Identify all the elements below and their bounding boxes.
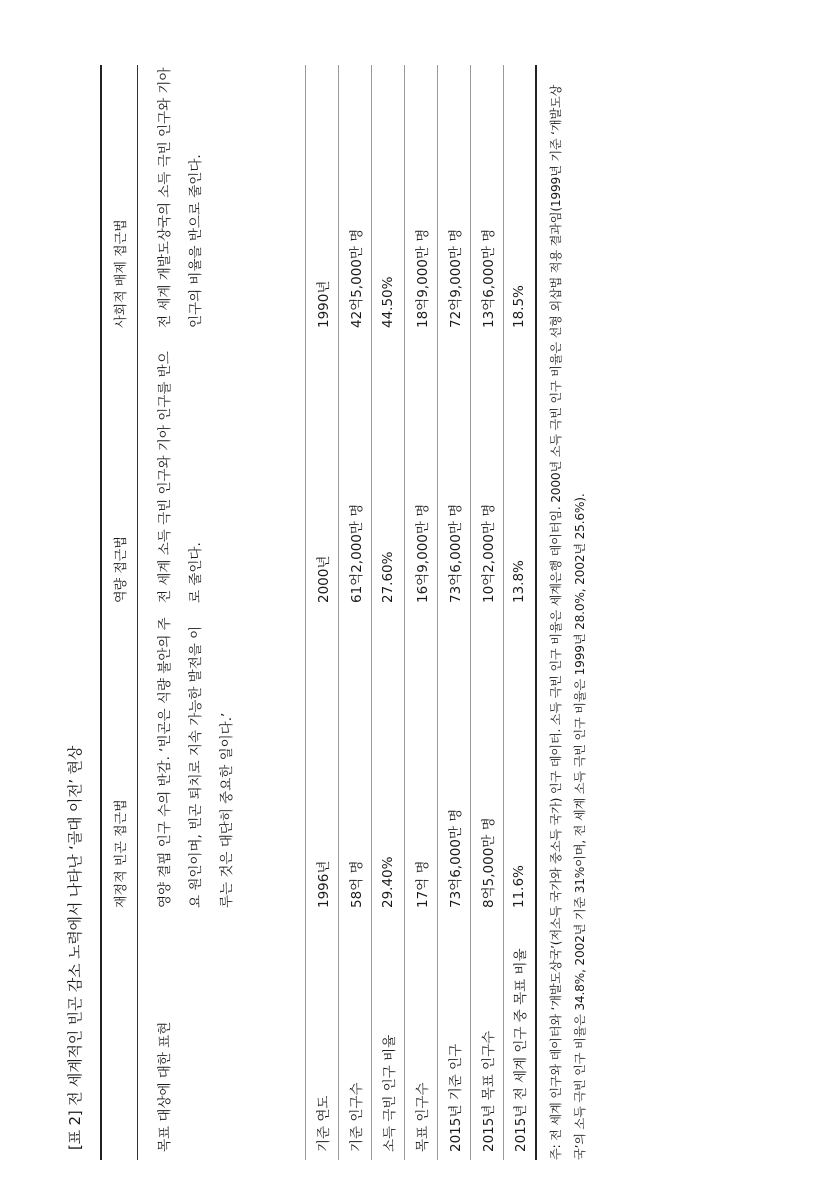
table-row [470, 65, 503, 1160]
table-cell: 전 세계 소득 극빈 인구와 기아 인구를 반으로 줄인다. [156, 351, 204, 603]
table-cell: 전 세계 개발도상국의 소득 극빈 인구와 기아 인구의 비율을 반으로 줄인다. [156, 67, 204, 328]
table-cell: 61억2,000만 명 [348, 503, 365, 603]
table-title: [표 2] 전 세계적인 빈곤 감소 노력에서 나타난 ‘골대 이전’ 현상 [66, 745, 84, 1150]
table-row [503, 65, 536, 1160]
row-label: 목표 인구수 [414, 1082, 431, 1152]
header-row [101, 65, 137, 1160]
table-cell: 29.40% [379, 856, 396, 908]
table-cell: 13억6,000만 명 [480, 228, 497, 328]
table-cell: 73억6,000만 명 [447, 808, 464, 908]
row-label: 2015년 전 세계 인구 중 목표 비율 [513, 948, 530, 1152]
table-row [404, 65, 437, 1160]
header-financial-poverty: 재정적 빈곤 접근법 [101, 615, 137, 920]
table-cell: 1996년 [315, 860, 332, 908]
table-cell: 17억 명 [414, 860, 431, 908]
table-cell: 11.6% [511, 865, 528, 908]
table-cell: 42억5,000만 명 [348, 228, 365, 328]
table-cell: 10억2,000만 명 [480, 503, 497, 603]
table-cell: 영양 결핍 인구 수의 반감. ‘빈곤은 식량 불안의 주요 원인이며, 빈곤 퇴치로 지속 가능한 발전을 이루는 것은 대단히 중요한 일이다.’ [156, 617, 235, 908]
row-label: 2015년 목표 인구수 [480, 1030, 497, 1152]
table-cell: 18억9,000만 명 [414, 228, 431, 328]
row-label: 기준 인구수 [348, 1082, 365, 1152]
header-capability: 역량 접근법 [101, 340, 137, 615]
row-label: 기준 연도 [315, 1095, 332, 1152]
table-cell: 73억6,000만 명 [447, 503, 464, 603]
table-footnote: 주: 전 세계 인구와 데이터와 ‘개발도상국’(저소득 국가와 중소득 국가) 인구 데이터. 소득 극빈 인구 비율은 세계은행 데이터임. 2000년 소득 극빈 인구 비율은 선형 외삽법 적용 결과임(1999년 기준 ‘개발도상국’의 소득 극빈 인구 비율은 34.8%, 2002년 기준 31%이며, 전 세계 소득 극빈 인구 비율은 1999년 28.0%, 2002년 25.6%). [549, 84, 587, 1160]
rotated-table-block [62, 65, 774, 1160]
table-cell: 44.50% [379, 276, 396, 328]
row-label: 소득 극빈 인구 비율 [381, 1034, 398, 1152]
table-row [371, 65, 404, 1160]
row-label: 2015년 기준 인구 [447, 1043, 464, 1152]
table-cell: 16억9,000만 명 [414, 503, 431, 603]
table-cell: 58억 명 [348, 860, 365, 908]
header-cell-empty [101, 920, 137, 1160]
table-cell: 2000년 [315, 555, 332, 603]
table-cell: 8억5,000만 명 [480, 817, 497, 908]
row-label: 목표 대상에 대한 표현 [156, 1021, 173, 1152]
table-cell: 13.8% [511, 560, 528, 603]
table-row-target-description [137, 65, 305, 1160]
table-cell: 18.5% [511, 285, 528, 328]
table-cell: 27.60% [379, 551, 396, 603]
table-row [437, 65, 470, 1160]
table-row [338, 65, 371, 1160]
table-cell: 1990년 [315, 280, 332, 328]
header-social-exclusion: 사회적 배제 접근법 [101, 65, 137, 340]
data-table [100, 65, 537, 1160]
table-row [305, 65, 338, 1160]
table-cell: 72억9,000만 명 [447, 228, 464, 328]
